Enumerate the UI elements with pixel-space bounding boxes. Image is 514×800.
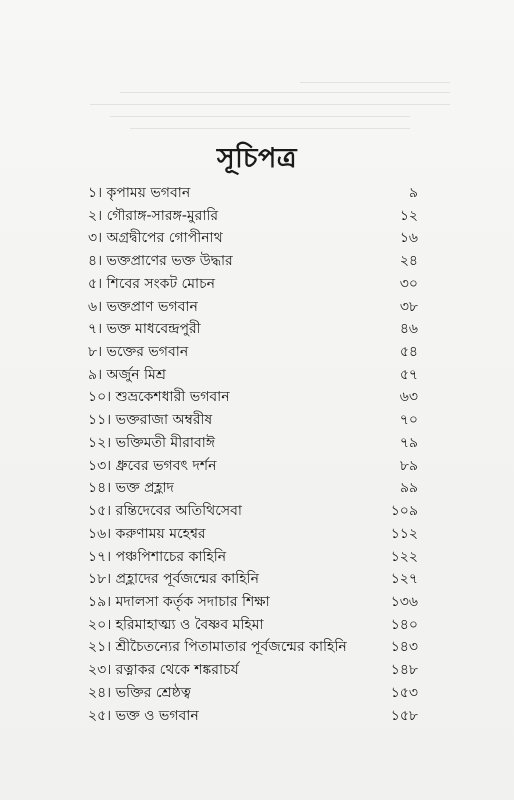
toc-entry-title: [88, 273, 368, 296]
toc-entry-page: ৭৯: [399, 434, 418, 451]
toc-entry-page: ৬৩: [399, 389, 418, 406]
toc-entry-title: [88, 455, 368, 478]
toc-entry-title: [88, 568, 368, 591]
toc-entry-title: [88, 409, 368, 432]
toc-entry-text: গৌরাঙ্গ-সারঙ্গ-মুরারি: [106, 207, 219, 224]
toc-entry-number: ২৫।: [88, 707, 112, 724]
toc-entry-number: ২৩।: [88, 662, 112, 679]
toc-entry-text: ভক্তরাজা অম্বরীষ: [115, 412, 213, 429]
toc-entry-title: [88, 705, 368, 728]
toc-entry-title: [88, 182, 368, 205]
toc-entry-number: ১০।: [88, 389, 112, 406]
toc-entry-number: ৮।: [88, 344, 103, 361]
toc-entry: [88, 682, 418, 705]
toc-entry-text: প্রহ্লাদের পূর্বজন্মের কাহিনি: [115, 571, 259, 588]
toc-entry-text: ভক্তির শ্রেষ্ঠত্ব: [115, 684, 191, 701]
toc-entry-page: ৮৯: [399, 457, 418, 474]
toc-entry-text: শ্রীচৈতন্যের পিতামাতার পূর্বজন্মের কাহিনি: [115, 639, 347, 656]
toc-entry: [88, 364, 418, 387]
toc-entry-page: ৯: [408, 185, 418, 201]
toc-entry-number: ৯।: [88, 366, 103, 383]
toc-entry-page: ২৪: [399, 253, 418, 270]
toc-entry-number: ১৯।: [88, 593, 112, 610]
toc-entry-number: ১৫।: [88, 503, 112, 520]
toc-entry-page: ১৫৮: [390, 707, 418, 724]
toc-entry-number: ৪।: [88, 253, 103, 270]
toc-entry: [88, 705, 418, 728]
toc-entry-page: ১২২: [390, 548, 418, 565]
toc-entry: [88, 614, 418, 637]
toc-entry-page: ৩৮: [399, 298, 418, 315]
toc-entry-text: করুণাময় মহেশ্বর: [115, 525, 206, 542]
toc-entry-text: ভক্তপ্রাণ ভগবান: [106, 298, 198, 315]
toc-entry-number: ৫।: [88, 275, 103, 292]
toc-entry-title: [88, 591, 368, 614]
toc-entry-number: ১৩।: [88, 457, 112, 474]
toc-entry-text: হরিমাহাত্ম্য ও বৈষ্ণব মহিমা: [115, 616, 264, 633]
toc-entry-text: কৃপাময় ভগবান: [106, 185, 191, 201]
toc-entry-text: মদালসা কর্তৃক সদাচার শিক্ষা: [115, 593, 270, 610]
toc-entry-text: অগ্রদ্বীপের গোপীনাথ: [106, 230, 223, 247]
toc-entry-text: ভক্তিমতী মীরাবাঈ: [115, 434, 215, 451]
toc-entry-page: ১৪০: [390, 616, 418, 633]
toc-entry-title: [88, 318, 368, 341]
toc-entry-page: ১৪৩: [390, 639, 418, 656]
toc-entry: [88, 432, 418, 455]
toc-entry-number: ২।: [88, 207, 103, 224]
toc-entry-title: [88, 477, 368, 500]
toc-entry-page: ১১২: [390, 525, 418, 542]
toc-entry: [88, 227, 418, 250]
toc-entry-page: ৫৪: [399, 344, 418, 361]
toc-entry-text: অর্জুন মিশ্র: [106, 366, 166, 383]
toc-entry-number: ১৭।: [88, 548, 112, 565]
toc-entry-text: ভক্ত মাধবেন্দ্রপুরী: [106, 321, 201, 338]
toc-entry: [88, 500, 418, 523]
toc-entry-page: ৭০: [399, 412, 418, 429]
toc-entry: [88, 296, 418, 319]
toc-entry-title: [88, 614, 368, 637]
page-title: সূচিপত্র: [216, 143, 298, 174]
toc-entry-title: [88, 682, 368, 705]
toc-entry-number: ১৮।: [88, 571, 112, 588]
toc-entry-title: [88, 341, 368, 364]
toc-entry-number: ৭।: [88, 321, 103, 338]
toc-entry-title: [88, 205, 368, 228]
toc-entry: [88, 386, 418, 409]
toc-entry-text: শুভ্রকেশধারী ভগবান: [115, 389, 230, 406]
toc-entry-title: [88, 250, 368, 273]
toc-entry-title: [88, 659, 368, 682]
toc-entry-text: ধ্রুবের ভগবৎ দর্শন: [115, 457, 217, 474]
toc-entry-text: রন্তিদেবের অতিথিসেবা: [115, 503, 242, 520]
toc-entry-title: [88, 386, 368, 409]
toc-entry-text: রত্নাকর থেকে শঙ্করাচর্য: [115, 662, 239, 679]
toc-entry-text: শিবের সংকট মোচন: [106, 275, 215, 292]
toc-entry-title: [88, 364, 368, 387]
toc-entry: [88, 546, 418, 569]
toc-entry: [88, 659, 418, 682]
toc-entry: [88, 205, 418, 228]
toc-entry-number: ১১।: [88, 412, 112, 429]
toc-entry: [88, 182, 418, 205]
toc-entry: [88, 523, 418, 546]
toc-entry-number: ৬।: [88, 298, 103, 315]
table-of-contents: [88, 182, 418, 727]
toc-entry: [88, 455, 418, 478]
toc-entry: [88, 591, 418, 614]
toc-entry: [88, 636, 418, 659]
toc-entry-page: ১৩৬: [390, 593, 418, 610]
toc-entry-page: ১২৭: [390, 571, 418, 588]
toc-entry-page: ১৪৮: [390, 662, 418, 679]
toc-entry-title: [88, 296, 368, 319]
toc-entry-number: ১।: [88, 185, 103, 201]
toc-entry-page: ৫৭: [399, 366, 418, 383]
toc-entry-title: [88, 523, 368, 546]
toc-entry-title: [88, 432, 368, 455]
toc-entry-title: [88, 227, 368, 250]
toc-entry-page: ১২: [399, 207, 418, 224]
toc-entry-title: [88, 500, 368, 523]
toc-entry-title: [88, 546, 368, 569]
toc-entry: [88, 341, 418, 364]
toc-entry-number: ২১।: [88, 639, 112, 656]
toc-entry-page: ৩০: [399, 275, 418, 292]
toc-entry: [88, 273, 418, 296]
toc-entry-number: ৩।: [88, 230, 103, 247]
toc-entry-number: ১৬।: [88, 525, 112, 542]
toc-entry-page: ১৫৩: [390, 684, 418, 701]
toc-entry-number: ১৪।: [88, 480, 112, 497]
toc-entry: [88, 250, 418, 273]
toc-entry-text: ভক্ত ও ভগবান: [115, 707, 199, 724]
toc-entry-text: ভক্তের ভগবান: [106, 344, 189, 361]
toc-entry-page: ৪৬: [399, 321, 418, 338]
toc-entry-number: ২০।: [88, 616, 112, 633]
toc-entry-title: [88, 636, 368, 659]
toc-entry-page: ১০৯: [390, 503, 418, 520]
toc-entry-text: পঞ্চপিশাচের কাহিনি: [115, 548, 227, 565]
toc-entry-text: ভক্তপ্রাণের ভক্ত উদ্ধার: [106, 253, 233, 270]
toc-entry: [88, 568, 418, 591]
toc-entry: [88, 477, 418, 500]
toc-entry: [88, 318, 418, 341]
toc-entry-page: ১৬: [399, 230, 418, 247]
toc-entry-number: ২৪।: [88, 684, 112, 701]
toc-entry: [88, 409, 418, 432]
toc-entry-page: ৯৯: [399, 480, 418, 497]
toc-entry-text: ভক্ত প্রহ্লাদ: [115, 480, 174, 497]
toc-entry-number: ১২।: [88, 434, 112, 451]
